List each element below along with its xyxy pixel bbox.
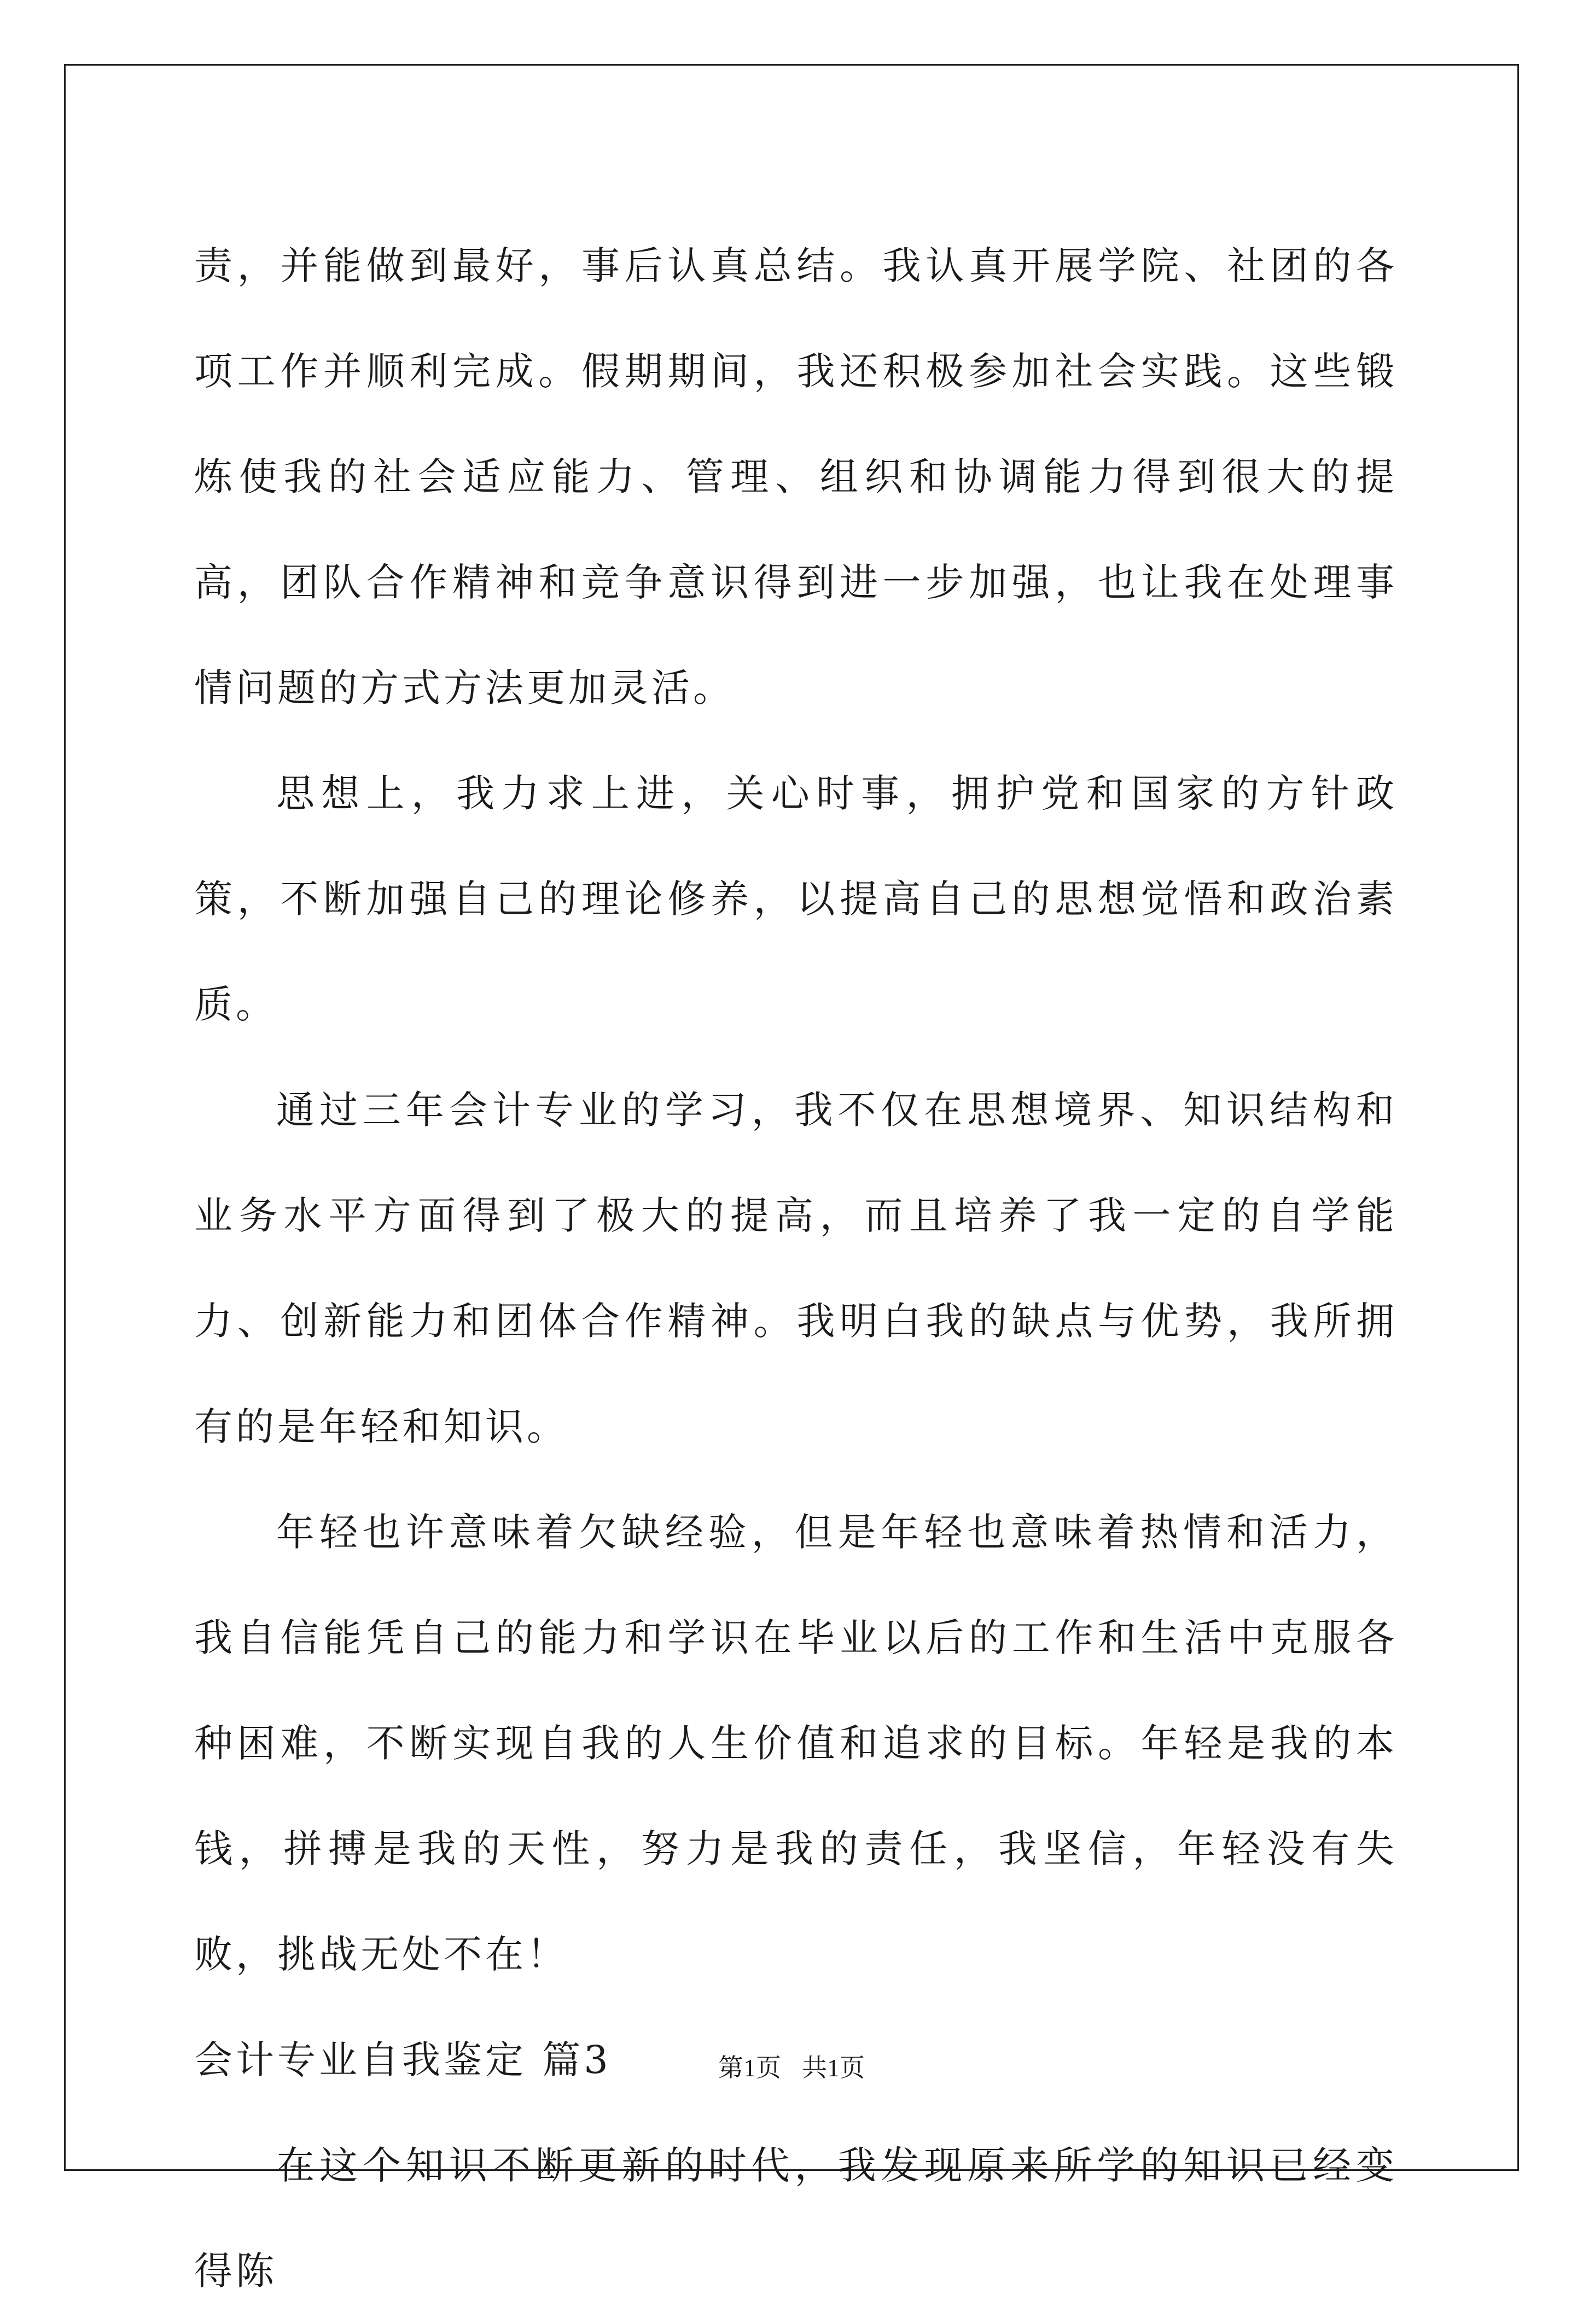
page-total: 共1页 [802, 2054, 865, 2082]
paragraph: 思想上，我力求上进，关心时事，拥护党和国家的方针政策，不断加强自己的理论修养，以提高自己的思想觉悟和政治素质。 [194, 771, 1398, 1027]
paragraph: 在这个知识不断更新的时代，我发现原来所学的知识已经变得陈 [194, 2143, 1398, 2293]
paragraph: 责，并能做到最好，事后认真总结。我认真开展学院、社团的各项工作并顺利完成。假期期间，我还积极参加社会实践。这些锻炼使我的社会适应能力、管理、组织和协调能力得到很大的提高，团队合作精神和竞争意识得到进一步加强，也让我在处理事情问题的方式方法更加灵活。 [194, 243, 1398, 710]
page-footer [0, 2048, 1583, 2084]
document-body [194, 213, 1398, 2324]
section-heading: 会计专业自我鉴定 篇3 [194, 2037, 612, 2082]
page-number: 第1页 [718, 2054, 781, 2082]
paragraph: 年轻也许意味着欠缺经验，但是年轻也意味着热情和活力，我自信能凭自己的能力和学识在毕业以后的工作和生活中克服各种困难，不断实现自我的人生价值和追求的目标。年轻是我的本钱，拼搏是我的天性，努力是我的责任，我坚信，年轻没有失败，挑战无处不在！ [194, 1510, 1398, 1977]
paragraph: 通过三年会计专业的学习，我不仅在思想境界、知识结构和业务水平方面得到了极大的提高，而且培养了我一定的自学能力、创新能力和团体合作精神。我明白我的缺点与优势，我所拥有的是年轻和知识。 [194, 1088, 1398, 1449]
